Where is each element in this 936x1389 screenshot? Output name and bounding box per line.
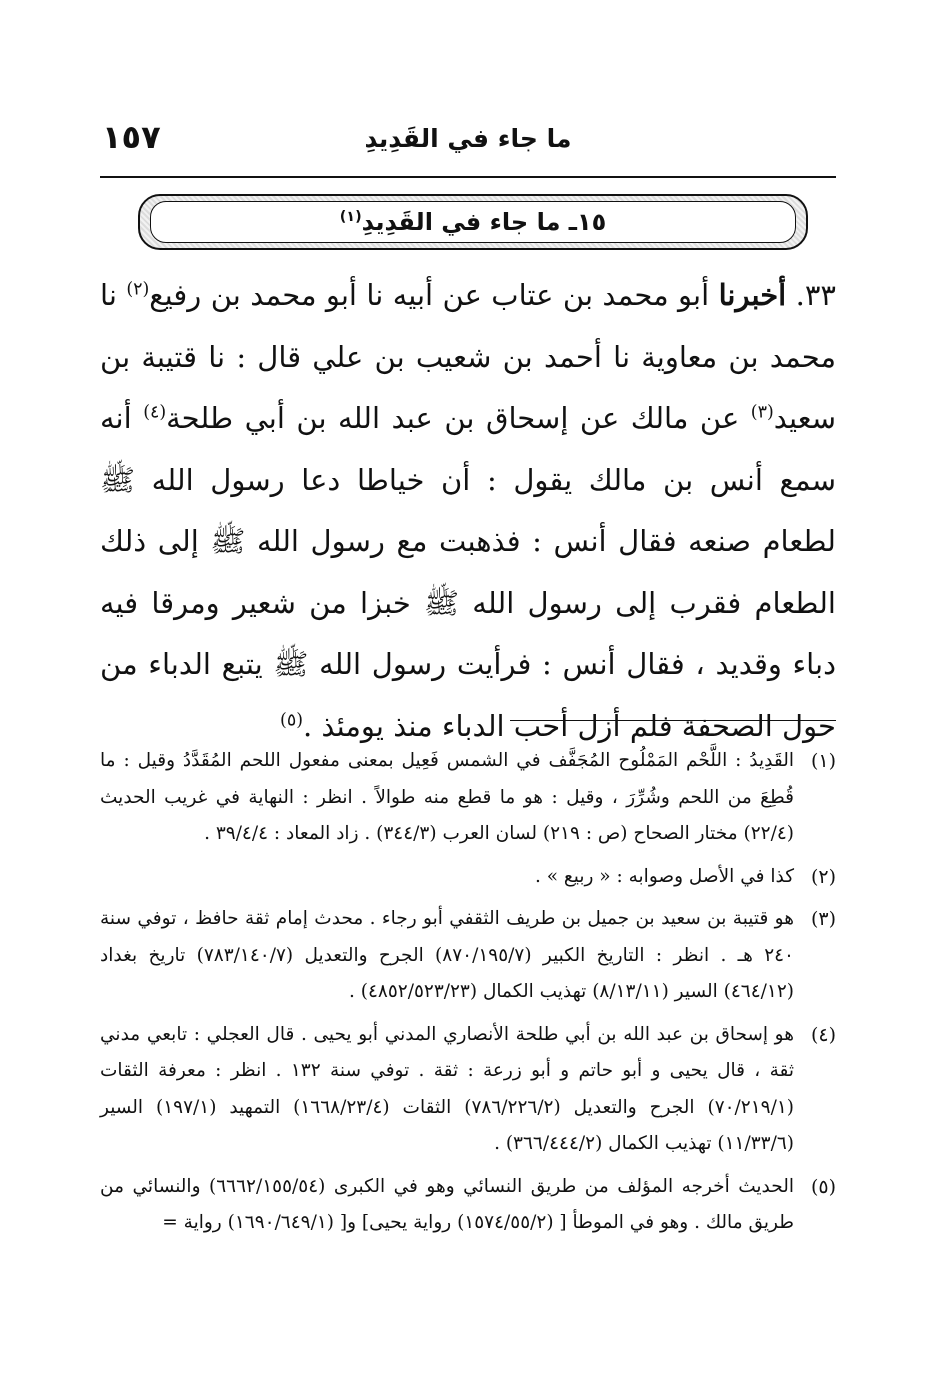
footnote-text: هو قتيبة بن سعيد بن جميل بن طريف الثقفي أبو رجاء . محدث إمام ثقة حافظ ، توفي سنة ٢٤٠ هـ . انظر : التاريخ الكبير (٨٧٠/١٩٥/٧) الجرح والتعديل (٧٨٣/١٤٠/٧) تاريخ بغداد (٤٦٤/١٢) السير (٨/١٣/١١) تهذيب الكمال (٤٨٥٢/٥٢٣/٢٣) . — [100, 908, 794, 1002]
footnote-ref-3[interactable]: (٣) — [750, 402, 774, 423]
hadith-segment-4: أنه سمع أنس بن مالك يقول : أن خياطا دعا رسول الله ﷺ لطعام صنعه فقال أنس : فذهبت مع رسول الله ﷺ إلى ذلك الطعام فقرب إلى رسول الله ﷺ خبزا من شعير ومرقا فيه دباء وقديد ، فقال أنس : فرأيت رسول الله ﷺ يتبع الدباء من حول الصحفة فلم أزل أحب الدباء منذ يومئذ . — [100, 401, 836, 743]
footnote-text: الحديث أخرجه المؤلف من طريق النسائي وهو في الكبرى (٦٦٦٢/١٥٥/٥٤) والنسائي من طريق مالك . وهو في الموطأ [ (١٥٧٤/٥٥/٢) رواية يحيى] و[ (١٦٩٠/٦٤٩/١) رواية = — [100, 1175, 794, 1233]
hadith-segment-2: نا محمد بن معاوية نا أحمد بن شعيب بن علي قال : نا قتيبة بن سعيد — [100, 278, 836, 435]
footnote-marker: (٢) — [810, 865, 836, 888]
hadith-segment-1: أبو محمد بن عتاب عن أبيه نا أبو محمد بن رفيع — [149, 278, 719, 312]
footnote-ref-1[interactable]: (١) — [339, 209, 362, 225]
footnote-marker: (٤) — [810, 1023, 836, 1046]
footnote-ref-5[interactable]: (٥) — [280, 709, 303, 730]
footnote-1 — [100, 743, 836, 853]
footnote-ref-4[interactable]: (٤) — [143, 402, 167, 423]
running-title: ما جاء في القَدِيدِ — [364, 124, 572, 153]
footnote-marker: (١) — [810, 750, 836, 772]
footnotes — [100, 743, 836, 1248]
running-header — [100, 118, 836, 176]
page-number: ١٥٧ — [102, 118, 161, 156]
footnote-3 — [100, 901, 836, 1011]
header-rule — [100, 176, 836, 178]
footnote-text: القَدِيدُ : اللَّحْم المَمْلُوح المُجَفَّف في الشمس فَعِيل بمعنى مفعول اللحم المُقَدَّدُ وقيل : ما قُطِعَ من اللحم وشُرِّرَ ، وقيل : هو ما قطع منه طوالاً . انظر : النهاية في غريب الحديث (٢٢/٤) مختار الصحاح (ص : ٢١٩) لسان العرب (٣٤٤/٣) . زاد المعاد : ٣٩/٤/٤ . — [100, 750, 794, 844]
chapter-title-text: ١٥ـ ما جاء في القَدِيدِ — [361, 208, 607, 236]
hadith-text — [100, 265, 836, 757]
footnote-separator — [510, 720, 836, 721]
hadith-segment-3: عن مالك عن إسحاق بن عبد الله بن أبي طلحة — [166, 401, 751, 435]
footnote-2 — [100, 859, 836, 896]
chapter-title-frame — [150, 201, 796, 243]
footnote-marker: (٥) — [810, 1175, 836, 1198]
footnote-ref-2[interactable]: (٢) — [126, 279, 150, 300]
footnote-5 — [100, 1169, 836, 1242]
chapter-title — [340, 208, 607, 236]
hadith-number: ٣٣. — [795, 278, 836, 312]
footnote-text: كذا في الأصل وصوابه : « ربيع » . — [534, 865, 794, 887]
footnote-text: هو إسحاق بن عبد الله بن أبي طلحة الأنصاري المدني أبو يحيى . قال العجلي : تابعي مدني ثقة ، قال يحيى و أبو حاتم و أبو زرعة : ثقة . توفي سنة ١٣٢ . انظر : معرفة الثقات (٧٠/٢١٩/١) الجرح والتعديل (٧٨٦/٢٢٦/٢) الثقات (١٦٦٨/٢٣/٤) التمهيد (١٩٧/١) السير (١١/٣٣/٦) تهذيب الكمال (٣٦٦/٤٤٤/٢) . — [100, 1023, 794, 1154]
hadith-opening: أخبرنا — [718, 278, 787, 312]
footnote-4 — [100, 1017, 836, 1163]
chapter-title-box — [138, 194, 808, 250]
footnote-marker: (٣) — [810, 908, 836, 930]
